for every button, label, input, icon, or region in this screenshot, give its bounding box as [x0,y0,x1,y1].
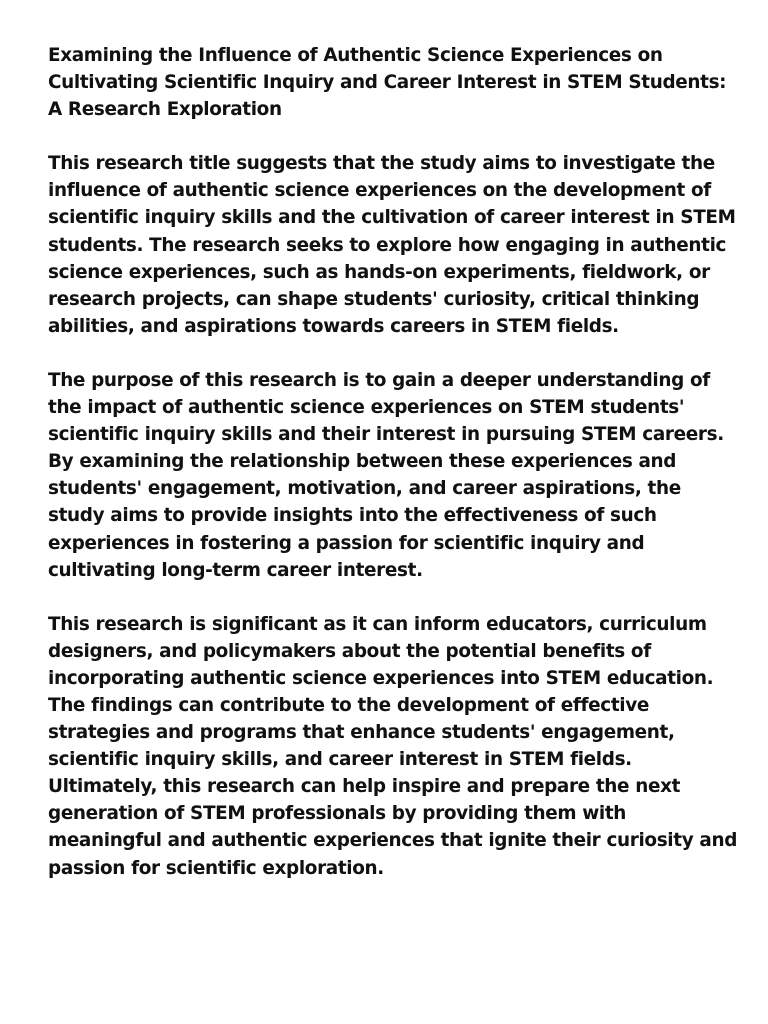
document-title: Examining the Influence of Authentic Science Experiences on Cultivating Scientific Inquiry and Career Interest in STEM Students: A Research Exploration [48,45,727,121]
paragraph-research-purpose: The purpose of this research is to gain a deeper understanding of the impact of authentic science experiences on STEM students' scientific inquiry skills and their interest in pursuing STEM careers. By examining the relationship between these experiences and students' engagement, motivation, and career aspirations, the study aims to provide insights into the effectiveness of such experiences in fostering a passion for scientific inquiry and cultivating long-term career interest. [48,369,724,581]
document-page [48,42,738,882]
paragraph-study-overview: This research title suggests that the study aims to investigate the influence of authentic science experiences on the development of scientific inquiry skills and the cultivation of career interest in STEM students. The research seeks to explore how engaging in authentic science experiences, such as hands-on experiments, fieldwork, or research projects, can shape students' curiosity, critical thinking abilities, and aspirations towards careers in STEM fields. [48,153,736,337]
paragraph-research-significance: This research is significant as it can inform educators, curriculum designers, and policymakers about the potential benefits of incorporating authentic science experiences into STEM education. The findings can contribute to the development of effective strategies and programs that enhance students' engagement, scientific inquiry skills, and career interest in STEM fields. Ultimately, this research can help inspire and prepare the next generation of STEM professionals by providing them with meaningful and authentic experiences that ignite their curiosity and passion for scientific exploration. [48,613,738,879]
